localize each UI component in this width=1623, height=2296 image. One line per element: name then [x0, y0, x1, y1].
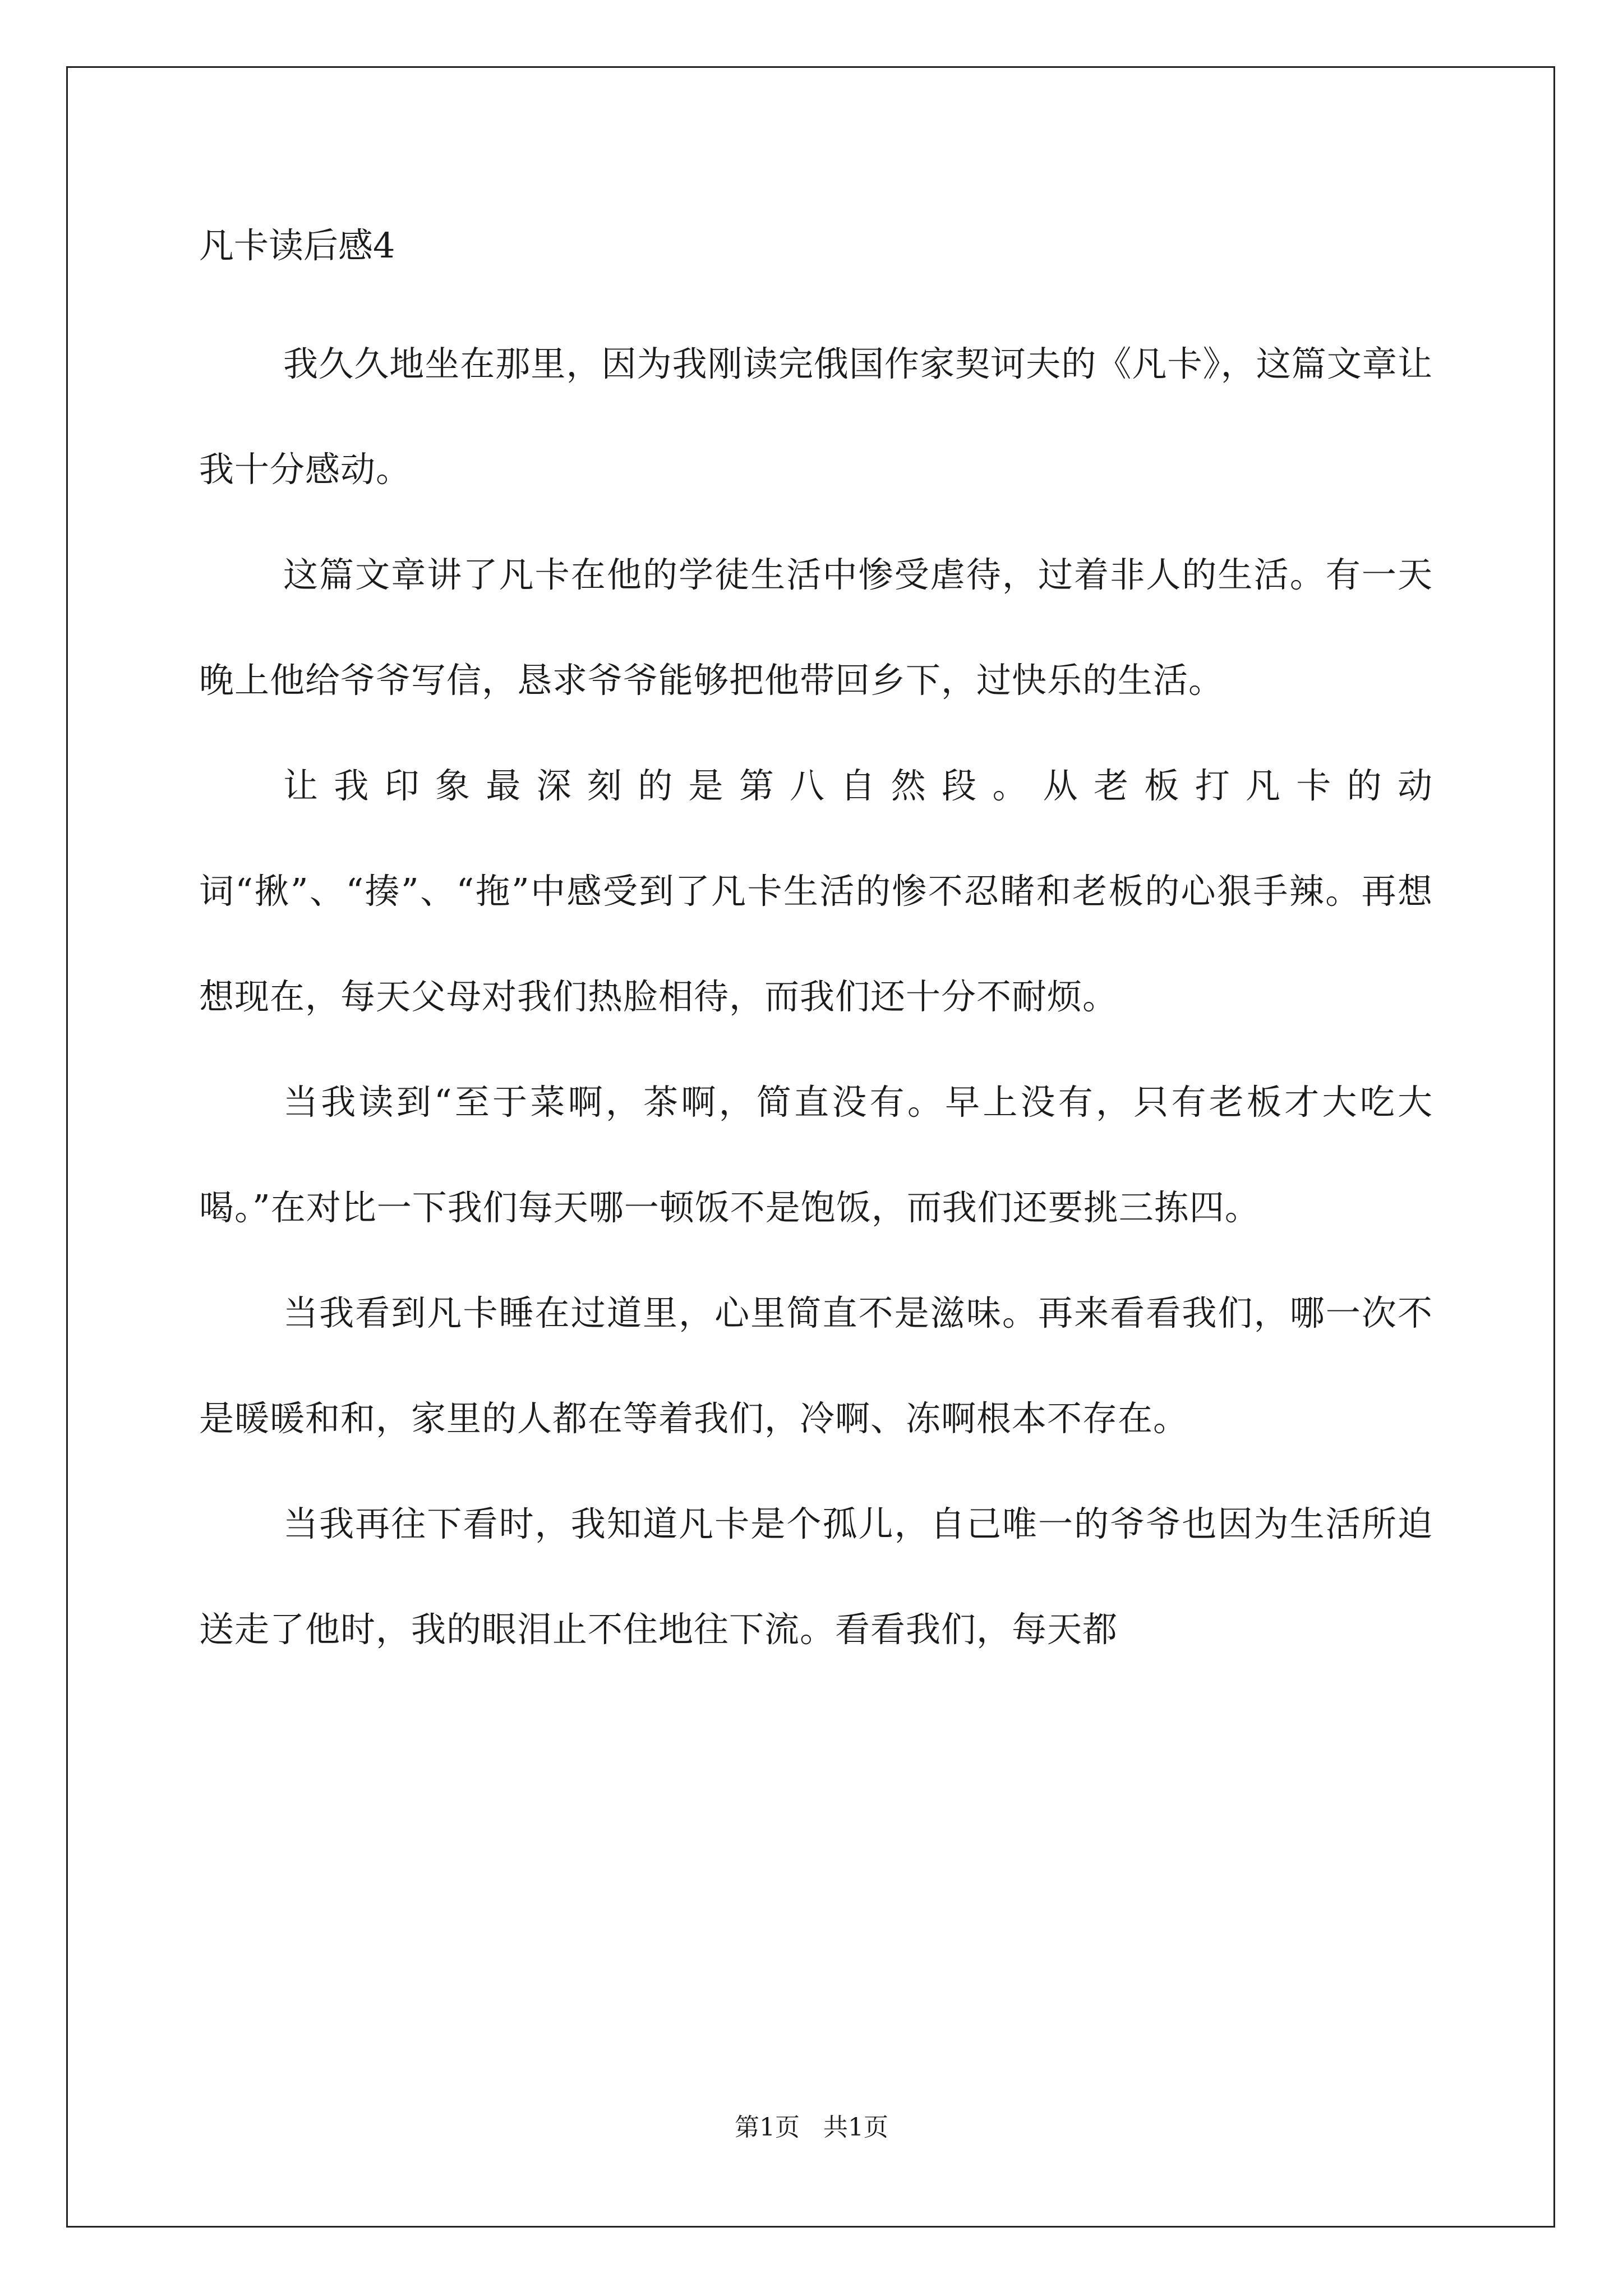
page-footer: [0, 2111, 1623, 2145]
document-body: [199, 311, 1433, 1682]
document-title: 凡卡读后感4: [199, 225, 395, 266]
paragraph: 当我再往下看时，我知道凡卡是个孤儿，自己唯一的爷爷也因为生活所迫送走了他时，我的眼泪止不住地往下流。看看我们，每天都: [199, 1503, 1433, 1650]
paragraph: 我久久地坐在那里，因为我刚读完俄国作家契诃夫的《凡卡》，这篇文章让我十分感动。: [199, 343, 1433, 490]
paragraph: 这篇文章讲了凡卡在他的学徒生活中惨受虐待，过着非人的生活。有一天晚上他给爷爷写信，恳求爷爷能够把他带回乡下，过快乐的生活。: [199, 554, 1433, 701]
paragraph: 当我看到凡卡睡在过道里，心里简直不是滋味。再来看看我们，哪一次不是暖暖和和，家里的人都在等着我们，冷啊、冻啊根本不存在。: [199, 1292, 1433, 1439]
paragraph: 让我印象最深刻的是第八自然段。从老板打凡卡的动词“揪”、“揍”、“拖”中感受到了凡卡生活的惨不忍睹和老板的心狠手辣。再想想现在，每天父母对我们热脸相待，而我们还十分不耐烦。: [199, 765, 1433, 1017]
page-total: 共1页: [823, 2113, 888, 2142]
page-number: 第1页: [735, 2113, 800, 2142]
paragraph: 当我读到“至于菜啊，茶啊，简直没有。早上没有，只有老板才大吃大喝。”在对比一下我们每天哪一顿饭不是饱饭，而我们还要挑三拣四。: [199, 1082, 1433, 1228]
